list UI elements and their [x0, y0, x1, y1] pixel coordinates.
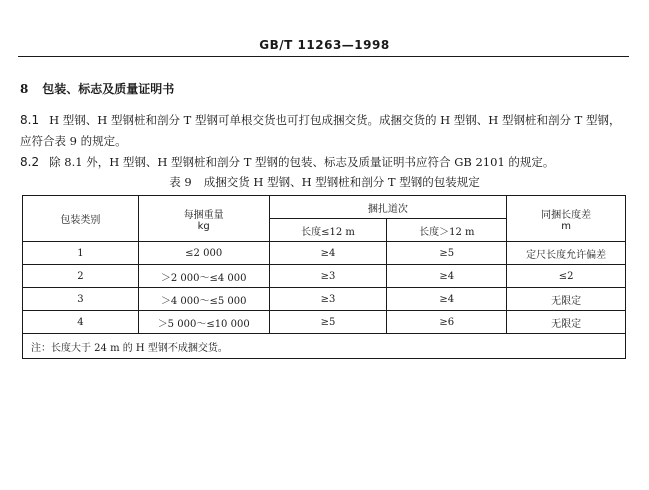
paragraph-8-2	[20, 152, 625, 173]
table-row	[23, 288, 626, 311]
header-bundling: 捆扎道次	[269, 196, 507, 219]
section-title: 包装、标志及质量证明书	[42, 82, 175, 96]
table-caption	[0, 174, 649, 190]
cell-bundling-long: ≥5	[387, 242, 507, 265]
header-length-short: 长度≤12 m	[269, 219, 387, 242]
paragraph-text: 除 8.1 外，H 型钢、H 型钢桩和剖分 T 型钢的包装、标志及质量证明书应符合 GB 2101 的规定。	[49, 155, 555, 169]
paragraph-number: 8.2	[20, 155, 40, 169]
header-rule	[18, 56, 629, 57]
header-weight	[138, 196, 269, 242]
cell-bundling-short: ≥3	[269, 265, 387, 288]
cell-bundling-short: ≥3	[269, 288, 387, 311]
cell-category: 1	[23, 242, 139, 265]
table-row	[23, 265, 626, 288]
table-note: 注：长度大于 24 m 的 H 型钢不成捆交货。	[23, 334, 626, 359]
cell-length-diff: ≤2	[507, 265, 626, 288]
cell-bundling-short: ≥4	[269, 242, 387, 265]
table-header-row	[23, 196, 626, 219]
header-category: 包装类别	[23, 196, 139, 242]
standard-number-header: GB/T 11263—1998	[259, 38, 390, 52]
section-heading	[20, 80, 174, 97]
cell-category: 4	[23, 311, 139, 334]
paragraph-text: H 型钢、H 型钢桩和剖分 T 型钢可单根交货也可打包成捆交货。成捆交货的 H 型钢、H 型钢桩和剖分 T 型钢，应符合表 9 的规定。	[20, 113, 621, 148]
header-length-long: 长度＞12 m	[387, 219, 507, 242]
header-weight-label: 每捆重量	[183, 209, 224, 221]
cell-weight: ＞4 000～≤5 000	[138, 288, 269, 311]
cell-length-diff: 无限定	[507, 288, 626, 311]
cell-weight: ＞5 000～≤10 000	[138, 311, 269, 334]
cell-length-diff: 无限定	[507, 311, 626, 334]
cell-weight: ≤2 000	[138, 242, 269, 265]
cell-weight: ＞2 000～≤4 000	[138, 265, 269, 288]
table-number: 表 9	[169, 175, 192, 189]
header-length-diff	[507, 196, 626, 242]
cell-bundling-long: ≥4	[387, 265, 507, 288]
header-length-diff-label: 同捆长度差	[541, 209, 592, 221]
header-length-diff-unit: m	[561, 220, 571, 232]
header-weight-unit: kg	[197, 220, 210, 232]
cell-bundling-long: ≥4	[387, 288, 507, 311]
table-note-row	[23, 334, 626, 359]
cell-category: 3	[23, 288, 139, 311]
cell-bundling-long: ≥6	[387, 311, 507, 334]
packaging-table	[22, 195, 626, 359]
section-number: 8	[20, 82, 29, 96]
paragraph-8-1	[20, 110, 625, 152]
cell-length-diff: 定尺长度允许偏差	[507, 242, 626, 265]
cell-category: 2	[23, 265, 139, 288]
table-row	[23, 311, 626, 334]
table-title: 成捆交货 H 型钢、H 型钢桩和剖分 T 型钢的包装规定	[203, 175, 480, 189]
paragraph-number: 8.1	[20, 113, 40, 127]
table-row	[23, 242, 626, 265]
cell-bundling-short: ≥5	[269, 311, 387, 334]
